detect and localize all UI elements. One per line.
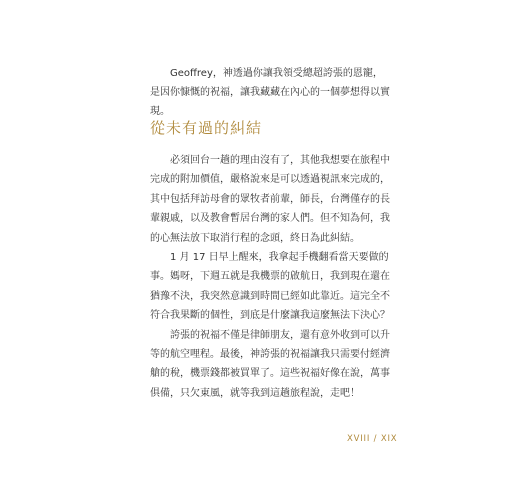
- page-number: XVIII / XIX: [347, 434, 398, 444]
- section-heading: 從未有過的糾結: [150, 119, 263, 137]
- body-paragraph-2: 1 月 17 日早上醒來，我拿起手機翻看當天要做的事。媽呀，下週五就是我機票的啟航日，我到現在還在猶豫不決，我突然意識到時間已經如此靠近。這完全不符合我果斷的個性，到底是什麼讓我這麼無法下決心？: [150, 252, 390, 322]
- intro-paragraph: Geoffrey，神透過你讓我領受總超誇張的恩寵，是因你慷慨的祝福，讓我藏藏在內心的一個夢想得以實現。: [150, 68, 390, 117]
- body-paragraph-3: 誇張的祝福不僅是律師朋友，還有意外收到可以升等的航空哩程。最後，神誇張的祝福讓我只需要付經濟艙的稅，機票錢都被買單了。這些祝福好像在說，萬事俱備，只欠東風，就等我到這趟旅程說，走吧！: [150, 329, 390, 399]
- section-body: [150, 151, 390, 403]
- body-paragraph-1: 必須回台一趟的理由沒有了，其他我想要在旅程中完成的附加價值，嚴格說來是可以透過視訊來完成的，其中包括拜訪母會的眾牧者前輩，師長，台灣僅存的長輩親戚，以及教會暫居台灣的家人們。但不知為何，我的心無法放下取消行程的念頭，終日為此糾結。: [150, 155, 390, 244]
